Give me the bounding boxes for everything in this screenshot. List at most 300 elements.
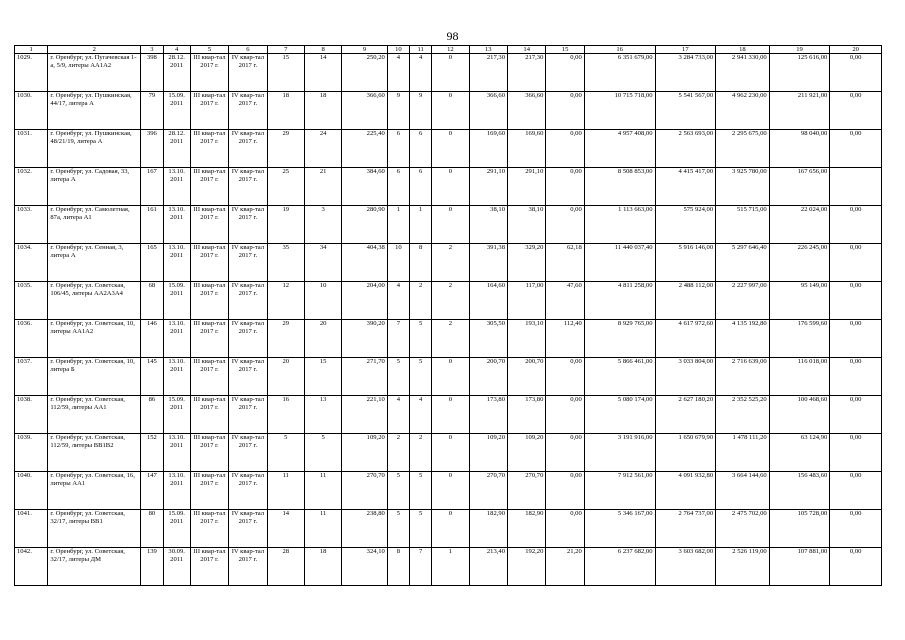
cell-c4: 15.09. 2011 xyxy=(163,282,190,320)
cell-c10: 4 xyxy=(387,54,409,92)
cell-c19: 156 483,60 xyxy=(769,472,830,510)
cell-c6: IV квар-тал 2017 г. xyxy=(229,548,267,586)
cell-c6: IV квар-тал 2017 г. xyxy=(229,130,267,168)
cell-c7: 28 xyxy=(267,548,304,586)
cell-c19: 226 245,00 xyxy=(769,244,830,282)
cell-c9: 384,60 xyxy=(342,168,387,206)
cell-c4: 28.12. 2011 xyxy=(163,54,190,92)
cell-c7: 14 xyxy=(267,510,304,548)
column-header: 13 xyxy=(469,46,507,54)
cell-c16: 5 346 167,00 xyxy=(584,510,655,548)
column-header: 4 xyxy=(163,46,190,54)
cell-c10: 2 xyxy=(387,434,409,472)
cell-c15: 0,00 xyxy=(546,472,584,510)
cell-n: 1042. xyxy=(15,548,48,586)
cell-c10: 6 xyxy=(387,168,409,206)
cell-c18: 2 526 119,00 xyxy=(716,548,770,586)
cell-c14: 169,60 xyxy=(508,130,546,168)
cell-c9: 225,40 xyxy=(342,130,387,168)
cell-c8: 14 xyxy=(304,54,341,92)
cell-c20: 0,00 xyxy=(830,244,882,282)
cell-c10: 9 xyxy=(387,92,409,130)
cell-c17: 2 764 737,00 xyxy=(655,510,716,548)
cell-c3: 165 xyxy=(141,244,163,282)
cell-c11: 4 xyxy=(410,54,432,92)
page-number: 98 xyxy=(446,29,459,43)
cell-c3: 147 xyxy=(141,472,163,510)
cell-c18: 2 716 639,00 xyxy=(716,358,770,396)
cell-c3: 146 xyxy=(141,320,163,358)
cell-c9: 250,20 xyxy=(342,54,387,92)
cell-c13: 182,90 xyxy=(469,510,507,548)
cell-c5: III квар-тал 2017 г. xyxy=(190,320,228,358)
cell-c10: 5 xyxy=(387,510,409,548)
cell-c5: III квар-тал 2017 г. xyxy=(190,244,228,282)
cell-c10: 8 xyxy=(387,548,409,586)
cell-c12: 0 xyxy=(432,92,469,130)
cell-c4: 13.10. 2011 xyxy=(163,168,190,206)
column-header: 15 xyxy=(546,46,584,54)
cell-c4: 28.12. 2011 xyxy=(163,130,190,168)
column-header: 2 xyxy=(48,46,141,54)
cell-c4: 13.10. 2011 xyxy=(163,206,190,244)
cell-c13: 270,70 xyxy=(469,472,507,510)
cell-c16: 6 351 679,00 xyxy=(584,54,655,92)
cell-c20: 0,00 xyxy=(830,320,882,358)
cell-c8: 18 xyxy=(304,548,341,586)
cell-c4: 30.09. 2011 xyxy=(163,548,190,586)
cell-c16: 3 191 916,00 xyxy=(584,434,655,472)
cell-c17: 4 617 972,60 xyxy=(655,320,716,358)
column-header: 7 xyxy=(267,46,304,54)
table-row xyxy=(15,320,882,358)
cell-c6: IV квар-тал 2017 г. xyxy=(229,282,267,320)
cell-c12: 1 xyxy=(432,548,469,586)
table-row xyxy=(15,510,882,548)
cell-c7: 15 xyxy=(267,54,304,92)
cell-c16: 1 113 663,00 xyxy=(584,206,655,244)
cell-c9: 404,38 xyxy=(342,244,387,282)
column-header: 17 xyxy=(655,46,716,54)
cell-c14: 38,10 xyxy=(508,206,546,244)
cell-n: 1033. xyxy=(15,206,48,244)
cell-c5: III квар-тал 2017 г. xyxy=(190,472,228,510)
cell-c5: III квар-тал 2017 г. xyxy=(190,92,228,130)
cell-c10: 4 xyxy=(387,282,409,320)
cell-c10: 10 xyxy=(387,244,409,282)
cell-c7: 18 xyxy=(267,92,304,130)
cell-c15: 0,00 xyxy=(546,168,584,206)
header-row xyxy=(15,46,882,54)
cell-c18: 2 941 330,00 xyxy=(716,54,770,92)
cell-c18: 2 295 675,00 xyxy=(716,130,770,168)
column-header: 19 xyxy=(769,46,830,54)
cell-c3: 152 xyxy=(141,434,163,472)
cell-c8: 15 xyxy=(304,358,341,396)
cell-c5: III квар-тал 2017 г. xyxy=(190,168,228,206)
cell-n: 1037. xyxy=(15,358,48,396)
cell-c15: 0,00 xyxy=(546,92,584,130)
cell-addr: г. Оренбург, ул. Пушкинская, 44/17, литера А xyxy=(48,92,141,130)
cell-c12: 0 xyxy=(432,472,469,510)
table-row xyxy=(15,358,882,396)
column-header: 20 xyxy=(830,46,882,54)
column-header: 3 xyxy=(141,46,163,54)
cell-c14: 366,60 xyxy=(508,92,546,130)
cell-c5: III квар-тал 2017 г. xyxy=(190,206,228,244)
cell-c11: 8 xyxy=(410,244,432,282)
cell-c13: 217,30 xyxy=(469,54,507,92)
cell-c4: 15.09. 2011 xyxy=(163,92,190,130)
cell-c3: 145 xyxy=(141,358,163,396)
cell-c8: 10 xyxy=(304,282,341,320)
cell-c12: 0 xyxy=(432,206,469,244)
cell-c6: IV квар-тал 2017 г. xyxy=(229,168,267,206)
cell-c17: 5 541 567,00 xyxy=(655,92,716,130)
cell-c18: 4 135 192,80 xyxy=(716,320,770,358)
cell-c19: 167 656,00 xyxy=(769,168,830,206)
cell-addr: г. Оренбург, ул. Советская, 112/59, литеры ВВ1В2 xyxy=(48,434,141,472)
cell-c11: 2 xyxy=(410,434,432,472)
cell-c4: 13.10. 2011 xyxy=(163,244,190,282)
cell-c19: 116 018,00 xyxy=(769,358,830,396)
cell-c19: 63 124,90 xyxy=(769,434,830,472)
cell-c13: 164,60 xyxy=(469,282,507,320)
cell-c11: 2 xyxy=(410,282,432,320)
table-row xyxy=(15,54,882,92)
cell-c15: 0,00 xyxy=(546,358,584,396)
cell-c12: 2 xyxy=(432,244,469,282)
cell-c11: 5 xyxy=(410,472,432,510)
cell-c15: 0,00 xyxy=(546,54,584,92)
cell-c19: 100 468,60 xyxy=(769,396,830,434)
cell-c3: 86 xyxy=(141,396,163,434)
cell-c9: 324,10 xyxy=(342,548,387,586)
cell-c15: 0,00 xyxy=(546,396,584,434)
cell-c15: 0,00 xyxy=(546,434,584,472)
cell-c7: 12 xyxy=(267,282,304,320)
cell-c16: 4 957 408,00 xyxy=(584,130,655,168)
cell-c8: 20 xyxy=(304,320,341,358)
cell-c6: IV квар-тал 2017 г. xyxy=(229,54,267,92)
cell-c3: 80 xyxy=(141,510,163,548)
cell-c16: 6 237 682,00 xyxy=(584,548,655,586)
cell-c15: 0,00 xyxy=(546,130,584,168)
column-header: 14 xyxy=(508,46,546,54)
cell-c13: 200,70 xyxy=(469,358,507,396)
cell-addr: г. Оренбург, ул. Самолетная, 87а, литера А1 xyxy=(48,206,141,244)
cell-c7: 35 xyxy=(267,244,304,282)
column-header: 12 xyxy=(432,46,469,54)
column-header: 11 xyxy=(410,46,432,54)
cell-c6: IV квар-тал 2017 г. xyxy=(229,320,267,358)
cell-c14: 217,30 xyxy=(508,54,546,92)
cell-c18: 1 478 111,20 xyxy=(716,434,770,472)
cell-n: 1035. xyxy=(15,282,48,320)
cell-c14: 193,10 xyxy=(508,320,546,358)
cell-c9: 390,20 xyxy=(342,320,387,358)
cell-c20: 0,00 xyxy=(830,434,882,472)
cell-c7: 11 xyxy=(267,472,304,510)
cell-c18: 2 352 525,20 xyxy=(716,396,770,434)
column-header: 18 xyxy=(716,46,770,54)
cell-c9: 221,10 xyxy=(342,396,387,434)
column-header: 10 xyxy=(387,46,409,54)
cell-addr: г. Оренбург, ул. Советская, 10, литера Б xyxy=(48,358,141,396)
cell-c20: 0,00 xyxy=(830,472,882,510)
cell-c8: 13 xyxy=(304,396,341,434)
cell-c4: 13.10. 2011 xyxy=(163,320,190,358)
cell-c8: 11 xyxy=(304,472,341,510)
cell-c14: 329,20 xyxy=(508,244,546,282)
cell-c16: 5 866 461,00 xyxy=(584,358,655,396)
cell-c6: IV квар-тал 2017 г. xyxy=(229,510,267,548)
cell-addr: г. Оренбург, ул. Пушкинская, 48/21/19, литера А xyxy=(48,130,141,168)
cell-n: 1034. xyxy=(15,244,48,282)
cell-c19: 125 616,00 xyxy=(769,54,830,92)
cell-c8: 24 xyxy=(304,130,341,168)
table-row xyxy=(15,282,882,320)
cell-c5: III квар-тал 2017 г. xyxy=(190,510,228,548)
cell-c20: 0,00 xyxy=(830,92,882,130)
cell-c7: 29 xyxy=(267,320,304,358)
cell-c10: 7 xyxy=(387,320,409,358)
cell-c17: 4 091 932,80 xyxy=(655,472,716,510)
cell-c11: 5 xyxy=(410,320,432,358)
cell-c5: III квар-тал 2017 г. xyxy=(190,548,228,586)
cell-c13: 173,80 xyxy=(469,396,507,434)
table-row xyxy=(15,396,882,434)
cell-n: 1038. xyxy=(15,396,48,434)
cell-c9: 238,80 xyxy=(342,510,387,548)
cell-c4: 13.10. 2011 xyxy=(163,472,190,510)
cell-c11: 4 xyxy=(410,396,432,434)
cell-c9: 204,00 xyxy=(342,282,387,320)
cell-addr: г. Оренбург, ул. Советская, 16, литеры АА1 xyxy=(48,472,141,510)
cell-c5: III квар-тал 2017 г. xyxy=(190,282,228,320)
cell-c20: 0,00 xyxy=(830,358,882,396)
cell-c9: 366,60 xyxy=(342,92,387,130)
cell-c18: 2 227 997,00 xyxy=(716,282,770,320)
cell-c14: 291,10 xyxy=(508,168,546,206)
cell-c20 xyxy=(830,168,882,206)
cell-c18: 515 715,00 xyxy=(716,206,770,244)
cell-c18: 3 925 780,00 xyxy=(716,168,770,206)
cell-c11: 6 xyxy=(410,130,432,168)
cell-c7: 19 xyxy=(267,206,304,244)
cell-c15: 21,20 xyxy=(546,548,584,586)
cell-c12: 0 xyxy=(432,130,469,168)
cell-c3: 139 xyxy=(141,548,163,586)
cell-c3: 167 xyxy=(141,168,163,206)
cell-c14: 270,70 xyxy=(508,472,546,510)
cell-c17: 2 627 180,20 xyxy=(655,396,716,434)
cell-c10: 1 xyxy=(387,206,409,244)
table-row xyxy=(15,434,882,472)
cell-c6: IV квар-тал 2017 г. xyxy=(229,206,267,244)
cell-c3: 396 xyxy=(141,130,163,168)
cell-c13: 169,60 xyxy=(469,130,507,168)
cell-c17: 3 603 682,00 xyxy=(655,548,716,586)
cell-c13: 291,10 xyxy=(469,168,507,206)
cell-c17: 2 488 112,00 xyxy=(655,282,716,320)
cell-n: 1039. xyxy=(15,434,48,472)
cell-c13: 391,38 xyxy=(469,244,507,282)
cell-c10: 6 xyxy=(387,130,409,168)
cell-c7: 20 xyxy=(267,358,304,396)
cell-c12: 2 xyxy=(432,282,469,320)
cell-c12: 2 xyxy=(432,320,469,358)
cell-c15: 112,40 xyxy=(546,320,584,358)
cell-c16: 10 715 718,00 xyxy=(584,92,655,130)
cell-c3: 161 xyxy=(141,206,163,244)
cell-c13: 213,40 xyxy=(469,548,507,586)
cell-c17: 4 415 417,00 xyxy=(655,168,716,206)
table-row xyxy=(15,206,882,244)
cell-c5: III квар-тал 2017 г. xyxy=(190,396,228,434)
cell-c20: 0,00 xyxy=(830,282,882,320)
cell-c4: 15.09. 2011 xyxy=(163,510,190,548)
cell-c5: III квар-тал 2017 г. xyxy=(190,434,228,472)
column-header: 16 xyxy=(584,46,655,54)
cell-addr: г. Оренбург, ул. Советская, 106/45, литеры АА2А3А4 xyxy=(48,282,141,320)
cell-n: 1031. xyxy=(15,130,48,168)
cell-c11: 5 xyxy=(410,510,432,548)
cell-c16: 4 811 258,00 xyxy=(584,282,655,320)
cell-c16: 11 440 037,40 xyxy=(584,244,655,282)
cell-c9: 270,70 xyxy=(342,472,387,510)
cell-c6: IV квар-тал 2017 г. xyxy=(229,244,267,282)
cell-c7: 5 xyxy=(267,434,304,472)
cell-c12: 0 xyxy=(432,358,469,396)
cell-addr: г. Оренбург, ул. Советская, 112/59, литеры АА1 xyxy=(48,396,141,434)
cell-c8: 18 xyxy=(304,92,341,130)
cell-c19: 107 881,00 xyxy=(769,548,830,586)
cell-c19: 176 599,60 xyxy=(769,320,830,358)
cell-c13: 366,60 xyxy=(469,92,507,130)
cell-c14: 173,80 xyxy=(508,396,546,434)
cell-c11: 9 xyxy=(410,92,432,130)
table-row xyxy=(15,130,882,168)
cell-c17: 3 284 733,00 xyxy=(655,54,716,92)
cell-c3: 68 xyxy=(141,282,163,320)
cell-c12: 0 xyxy=(432,510,469,548)
cell-c16: 7 912 561,00 xyxy=(584,472,655,510)
cell-c10: 5 xyxy=(387,358,409,396)
cell-c8: 34 xyxy=(304,244,341,282)
cell-c18: 2 475 702,00 xyxy=(716,510,770,548)
cell-c4: 13.10. 2011 xyxy=(163,434,190,472)
cell-c6: IV квар-тал 2017 г. xyxy=(229,472,267,510)
cell-c17: 3 033 804,00 xyxy=(655,358,716,396)
cell-c18: 5 297 646,40 xyxy=(716,244,770,282)
cell-c9: 280,90 xyxy=(342,206,387,244)
cell-c11: 6 xyxy=(410,168,432,206)
column-header: 8 xyxy=(304,46,341,54)
cell-c6: IV квар-тал 2017 г. xyxy=(229,358,267,396)
cell-addr: г. Оренбург, ул. Советская, 32/17, литеры ДМ xyxy=(48,548,141,586)
table-row xyxy=(15,472,882,510)
cell-c17: 575 924,00 xyxy=(655,206,716,244)
cell-c12: 0 xyxy=(432,168,469,206)
cell-n: 1036. xyxy=(15,320,48,358)
cell-addr: г. Оренбург, ул. Советская, 10, литеры АА1А2 xyxy=(48,320,141,358)
cell-c16: 5 080 174,00 xyxy=(584,396,655,434)
cell-c13: 109,20 xyxy=(469,434,507,472)
cell-c19: 211 921,00 xyxy=(769,92,830,130)
cell-c20: 0,00 xyxy=(830,510,882,548)
cell-c3: 79 xyxy=(141,92,163,130)
cell-c16: 8 508 853,00 xyxy=(584,168,655,206)
cell-c20: 0,00 xyxy=(830,548,882,586)
cell-c8: 21 xyxy=(304,168,341,206)
table-row xyxy=(15,548,882,586)
cell-n: 1030. xyxy=(15,92,48,130)
column-header: 6 xyxy=(229,46,267,54)
cell-c5: III квар-тал 2017 г. xyxy=(190,54,228,92)
table-body xyxy=(15,54,882,586)
table-row xyxy=(15,92,882,130)
cell-c16: 8 929 765,00 xyxy=(584,320,655,358)
cell-n: 1029. xyxy=(15,54,48,92)
cell-c13: 305,50 xyxy=(469,320,507,358)
table-row xyxy=(15,168,882,206)
cell-c7: 29 xyxy=(267,130,304,168)
cell-addr: г. Оренбург, ул. Садовая, 33, литера А xyxy=(48,168,141,206)
cell-n: 1032. xyxy=(15,168,48,206)
cell-c11: 1 xyxy=(410,206,432,244)
cell-c20: 0,00 xyxy=(830,130,882,168)
cell-c14: 109,20 xyxy=(508,434,546,472)
cell-addr: г. Оренбург, ул. Советская, 32/17, литеры ВВ1 xyxy=(48,510,141,548)
cell-c9: 271,70 xyxy=(342,358,387,396)
cell-c10: 4 xyxy=(387,396,409,434)
column-header: 5 xyxy=(190,46,228,54)
cell-c15: 0,00 xyxy=(546,510,584,548)
cell-c19: 105 728,00 xyxy=(769,510,830,548)
column-header: 9 xyxy=(342,46,387,54)
cell-c9: 109,20 xyxy=(342,434,387,472)
table-row xyxy=(15,244,882,282)
cell-c19: 98 040,00 xyxy=(769,130,830,168)
cell-c6: IV квар-тал 2017 г. xyxy=(229,396,267,434)
cell-c17: 2 563 693,00 xyxy=(655,130,716,168)
register-table xyxy=(14,45,882,586)
cell-c7: 25 xyxy=(267,168,304,206)
cell-c14: 200,70 xyxy=(508,358,546,396)
cell-addr: г. Оренбург, ул. Сенная, 3, литера А xyxy=(48,244,141,282)
cell-c8: 5 xyxy=(304,434,341,472)
cell-n: 1041. xyxy=(15,510,48,548)
cell-c14: 192,20 xyxy=(508,548,546,586)
cell-c15: 62,18 xyxy=(546,244,584,282)
cell-c20: 0,00 xyxy=(830,54,882,92)
cell-c6: IV квар-тал 2017 г. xyxy=(229,92,267,130)
cell-c20: 0,00 xyxy=(830,396,882,434)
cell-c12: 0 xyxy=(432,396,469,434)
cell-c7: 16 xyxy=(267,396,304,434)
cell-n: 1040. xyxy=(15,472,48,510)
cell-c6: IV квар-тал 2017 г. xyxy=(229,434,267,472)
cell-c19: 95 149,00 xyxy=(769,282,830,320)
cell-c18: 4 962 230,00 xyxy=(716,92,770,130)
cell-c3: 398 xyxy=(141,54,163,92)
cell-c15: 47,60 xyxy=(546,282,584,320)
cell-c5: III квар-тал 2017 г. xyxy=(190,358,228,396)
cell-c15: 0,00 xyxy=(546,206,584,244)
cell-c18: 3 664 144,60 xyxy=(716,472,770,510)
cell-c12: 0 xyxy=(432,54,469,92)
